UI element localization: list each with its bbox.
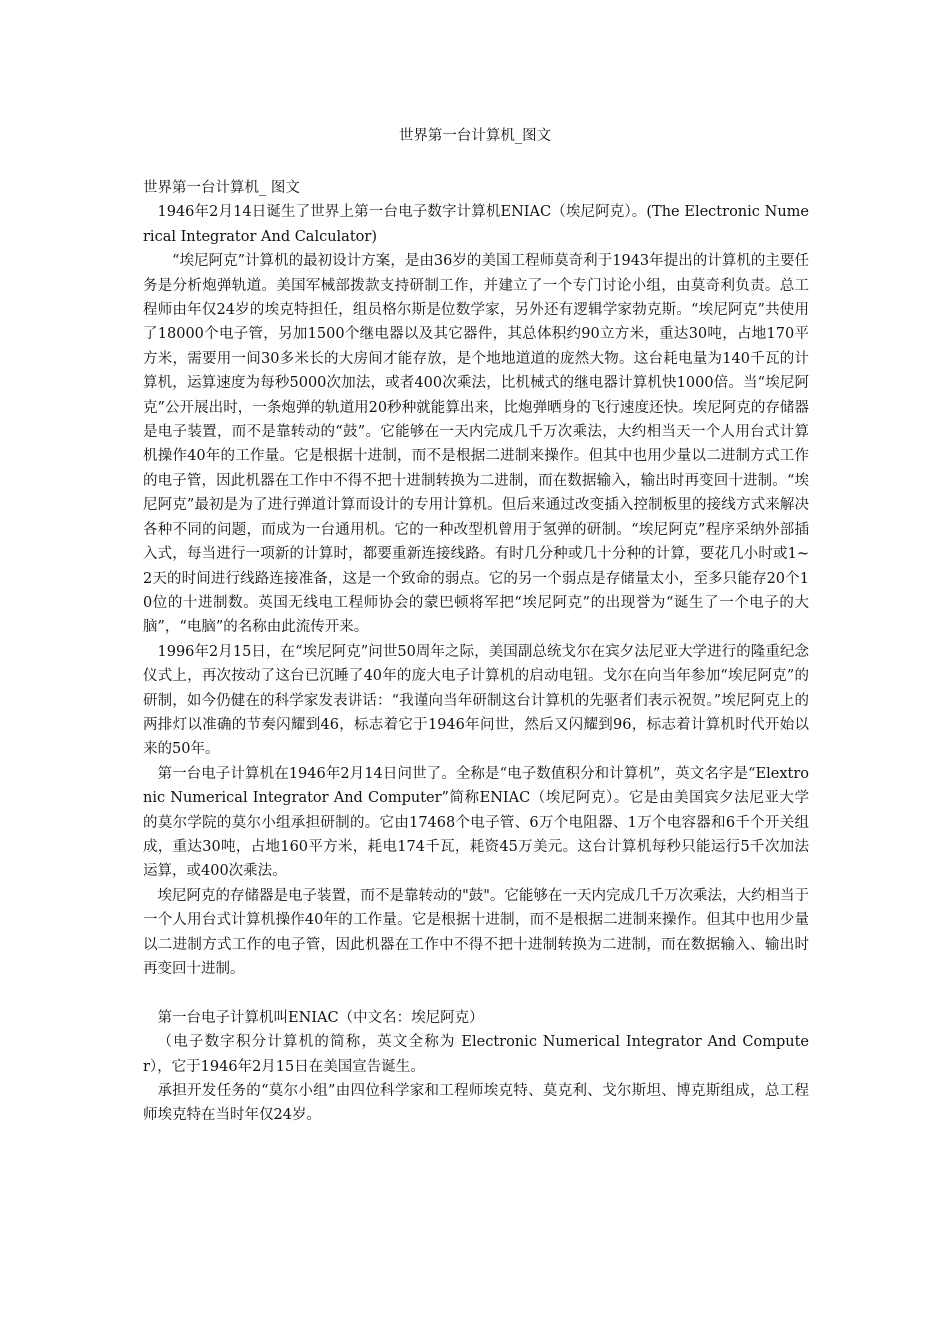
paragraph-specs: 第一台电子计算机在1946年2月14日问世了。全称是“电子数值积分和计算机”，英文名字是“Elextronic Numerical Integrator And Computer”简称ENIAC（埃尼阿克）。它是由美国宾夕法尼亚大学的莫尔学院的莫尔小组承担研制的。它由17468个电子管、6万个电阻器、1万个电容器和6千个开关组成，重达30吨，占地160平方米，耗电174千瓦，耗资45万美元。这台计算机每秒只能运行5千次加法运算，或400次乘法。 <box>143 765 809 880</box>
document-body <box>143 176 809 1128</box>
paragraph-intro: 1946年2月14日诞生了世界上第一台电子数字计算机ENIAC（埃尼阿克）。(The Electronic Numerical Integrator And Calculator) <box>143 204 809 245</box>
section2-paragraph-team: 承担开发任务的“莫尔小组”由四位科学家和工程师埃克特、莫克利、戈尔斯坦、博克斯组成，总工程师埃克特在当时年仅24岁。 <box>143 1083 809 1124</box>
document-title: 世界第一台计算机_图文 <box>398 128 552 144</box>
paragraph-design: “埃尼阿克”计算机的最初设计方案，是由36岁的美国工程师莫奇利于1943年提出的计算机的主要任务是分析炮弹轨道。美国军械部拨款支持研制工作，并建立了一个专门讨论小组，由莫奇利负责。总工程师由年仅24岁的埃克特担任，组员格尔斯是位数学家，另外还有逻辑学家勃克斯。“埃尼阿克”共使用了18000个电子管，另加1500个继电器以及其它器件，其总体积约90立方米，重达30吨，占地170平方米，需要用一间30多米长的大房间才能存放，是个地地道道的庞然大物。这台耗电量为140千瓦的计算机，运算速度为每秒5000次加法，或者400次乘法，比机械式的继电器计算机快1000倍。当“埃尼阿克”公开展出时，一条炮弹的轨道用20秒种就能算出来，比炮弹晒身的飞行速度还快。埃尼阿克的存储器是电子装置，而不是靠转动的“鼓”。它能够在一天内完成几千万次乘法，大约相当天一个人用台式计算机操作40年的工作量。它是根据十进制，而不是根据二进制来操作。但其中也用少量以二进制方式工作的电子管，因此机器在工作中不得不把十进制转换为二进制，而在数据输入，输出时再变回十进制。“埃尼阿克”最初是为了进行弹道计算而设计的专用计算机。但后来通过改变插入控制板里的接线方式来解决各种不同的问题，而成为一台通用机。它的一种改型机曾用于氢弹的研制。“埃尼阿克”程序采纳外部插入式，每当进行一项新的计算时，都要重新连接线路。有时几分种或几十分种的计算，要花几小时或1~2天的时间进行线路连接准备，这是一个致命的弱点。它的另一个弱点是存储量太小，至多只能存20个10位的十进制数。英国无线电工程师协会的蒙巴顿将军把“埃尼阿克”的出现誉为“诞生了一个电子的大脑”，“电脑”的名称由此流传开来。 <box>143 253 809 636</box>
section2-heading: 第一台电子计算机叫ENIAC（中文名：埃尼阿克） <box>157 1009 484 1026</box>
paragraph-anniversary: 1996年2月15日，在“埃尼阿克”问世50周年之际，美国副总统戈尔在宾夕法尼亚大学进行的隆重纪念仪式上，再次按动了这台已沉睡了40年的庞大电子计算机的启动电钮。戈尔在向当年参加“埃尼阿克”的研制，如今仍健在的科学家发表讲话：“我谨向当年研制这台计算机的先驱者们表示祝贺。”埃尼阿克上的两排灯以准确的节奏闪耀到46，标志着它于1946年问世，然后又闪耀到96，标志着计算机时代开始以来的50年。 <box>143 643 809 758</box>
document-subtitle: 世界第一台计算机_ 图文 <box>143 180 300 196</box>
paragraph-storage: 埃尼阿克的存储器是电子装置，而不是靠转动的"鼓"。它能够在一天内完成几千万次乘法，大约相当于一个人用台式计算机操作40年的工作量。它是根据十进制，而不是根据二进制来操作。但其中也用少量以二进制方式工作的电子管，因此机器在工作中不得不把十进制转换为二进制，而在数据输入、输出时再变回十进制。 <box>143 887 809 977</box>
section2-paragraph-fullname: （电子数字积分计算机的简称，英文全称为 Electronic Numerical Integrator And Computer），它于1946年2月15日在美国宣告诞生。 <box>143 1034 809 1075</box>
section-spacer <box>143 981 809 1005</box>
